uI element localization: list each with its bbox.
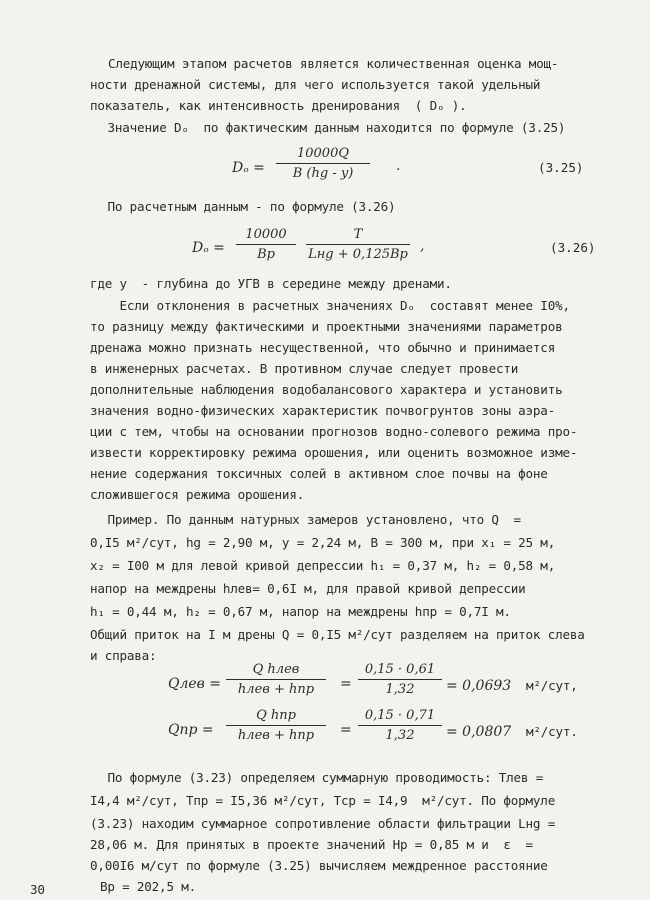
equation-result: = 0,0693 — [446, 678, 512, 694]
text-line: дополнительные наблюдения водобалансового характера и установить — [90, 382, 563, 397]
text-line: извести корректировку режима орошения, или оценить возможное изме- — [90, 445, 578, 460]
equation-fraction — [306, 227, 410, 262]
fraction-denominator: 1,32 — [385, 728, 415, 743]
equation-fraction — [226, 708, 326, 743]
equation-fraction — [236, 227, 296, 262]
text-line: Общий приток на I м дрены Q = 0,I5 м²/сут разделяем на приток слева — [90, 627, 585, 642]
fraction-numerator: 0,15 · 0,61 — [358, 662, 442, 680]
text-line: (3.23) находим суммарное сопротивление области фильтрации Lнg = — [90, 816, 556, 831]
text-line: и справа: — [90, 648, 157, 663]
equation-number: (3.25) — [538, 160, 584, 175]
text-line: сложившегося режима орошения. — [90, 487, 305, 502]
text-line: где y - глубина до УГВ в середине между дренами. — [90, 276, 452, 291]
equation-fraction — [358, 708, 442, 743]
text-line: I4,4 м²/сут, Tпр = I5,36 м²/сут, Tср = I4,9 м²/сут. По формуле — [90, 793, 556, 808]
equation-result: = 0,0807 — [446, 724, 512, 740]
text-line: Если отклонения в расчетных значениях Dₒ составят менее I0%, — [90, 298, 570, 313]
fraction-numerator: Q hпр — [226, 708, 326, 726]
fraction-numerator: 0,15 · 0,71 — [358, 708, 442, 726]
text-line: x₂ = I00 м для левой кривой депрессии h₁ = 0,37 м, h₂ = 0,58 м, — [90, 558, 556, 573]
text-line: Пример. По данным натурных замеров установлено, что Q = — [78, 512, 521, 527]
equation-lhs: Qлев = — [168, 676, 222, 692]
text-line: напор на междрены hлев= 0,6I м, для правой кривой депрессии — [90, 581, 526, 596]
text-line: 28,06 м. Для принятых в проекте значений Hр = 0,85 м и ε = — [90, 837, 533, 852]
text-line: значения водно-физических характеристик почвогрунтов зоны аэра- — [90, 403, 556, 418]
page-number: 30 — [30, 882, 45, 897]
text-line: ции с тем, чтобы на основании прогнозов водно-солевого режима про- — [90, 424, 578, 439]
text-line: ности дренажной системы, для чего используется такой удельный — [90, 77, 541, 92]
text-line: то разницу между фактическими и проектными значениями параметров — [90, 319, 563, 334]
equation-lhs: Dₒ = — [192, 240, 225, 256]
fraction-numerator: 10000 — [236, 227, 296, 245]
equation-tail: , — [420, 238, 425, 254]
equation-number: (3.26) — [550, 240, 596, 255]
text-line: дренажа можно признать несущественной, что обычно и принимается — [90, 340, 556, 355]
fraction-denominator: Lнg + 0,125Bр — [308, 247, 408, 262]
equation-unit: м²/сут. — [526, 724, 578, 739]
fraction-denominator: 1,32 — [385, 682, 415, 697]
text-line: Bр = 202,5 м. — [100, 879, 196, 894]
fraction-denominator: hлев + hпр — [237, 728, 315, 743]
equation-fraction — [226, 662, 326, 697]
fraction-numerator: T — [306, 227, 410, 245]
text-line: Следующим этапом расчетов является количественная оценка мощ- — [108, 56, 559, 71]
fraction-denominator: hлев + hпр — [237, 682, 315, 697]
equation-equals: = — [340, 676, 352, 692]
equation-fraction — [358, 662, 442, 697]
text-line: По формуле (3.23) определяем суммарную проводимость: Tлев = — [78, 770, 544, 785]
equation-equals: = — [340, 722, 352, 738]
text-line: нение содержания токсичных солей в активном слое почвы на фоне — [90, 466, 548, 481]
fraction-denominator: B (hg - y) — [292, 166, 354, 181]
fraction-denominator: Bр — [257, 247, 275, 262]
text-line: в инженерных расчетах. В противном случае следует провести — [90, 361, 519, 376]
text-line: Значение Dₒ по фактическим данным находится по формуле (3.25) — [78, 120, 566, 135]
fraction-numerator: Q hлев — [226, 662, 326, 680]
equation-lhs: Dₒ = — [232, 160, 265, 176]
text-line: показатель, как интенсивность дренирования ( Dₒ ). — [90, 98, 467, 113]
equation-lhs: Qпр = — [168, 722, 214, 738]
text-line: 0,00I6 м/сут по формуле (3.25) вычисляем междренное расстояние — [90, 858, 548, 873]
equation-tail: . — [396, 158, 401, 174]
equation-unit: м²/сут, — [526, 678, 578, 693]
text-line: По расчетным данным - по формуле (3.26) — [78, 199, 396, 214]
text-line: h₁ = 0,44 м, h₂ = 0,67 м, напор на междрены hпр = 0,7I м. — [90, 604, 511, 619]
fraction-numerator: 10000Q — [276, 146, 370, 164]
equation-fraction — [276, 146, 370, 181]
text-line: 0,I5 м²/сут, hg = 2,90 м, y = 2,24 м, B = 300 м, при x₁ = 25 м, — [90, 535, 556, 550]
